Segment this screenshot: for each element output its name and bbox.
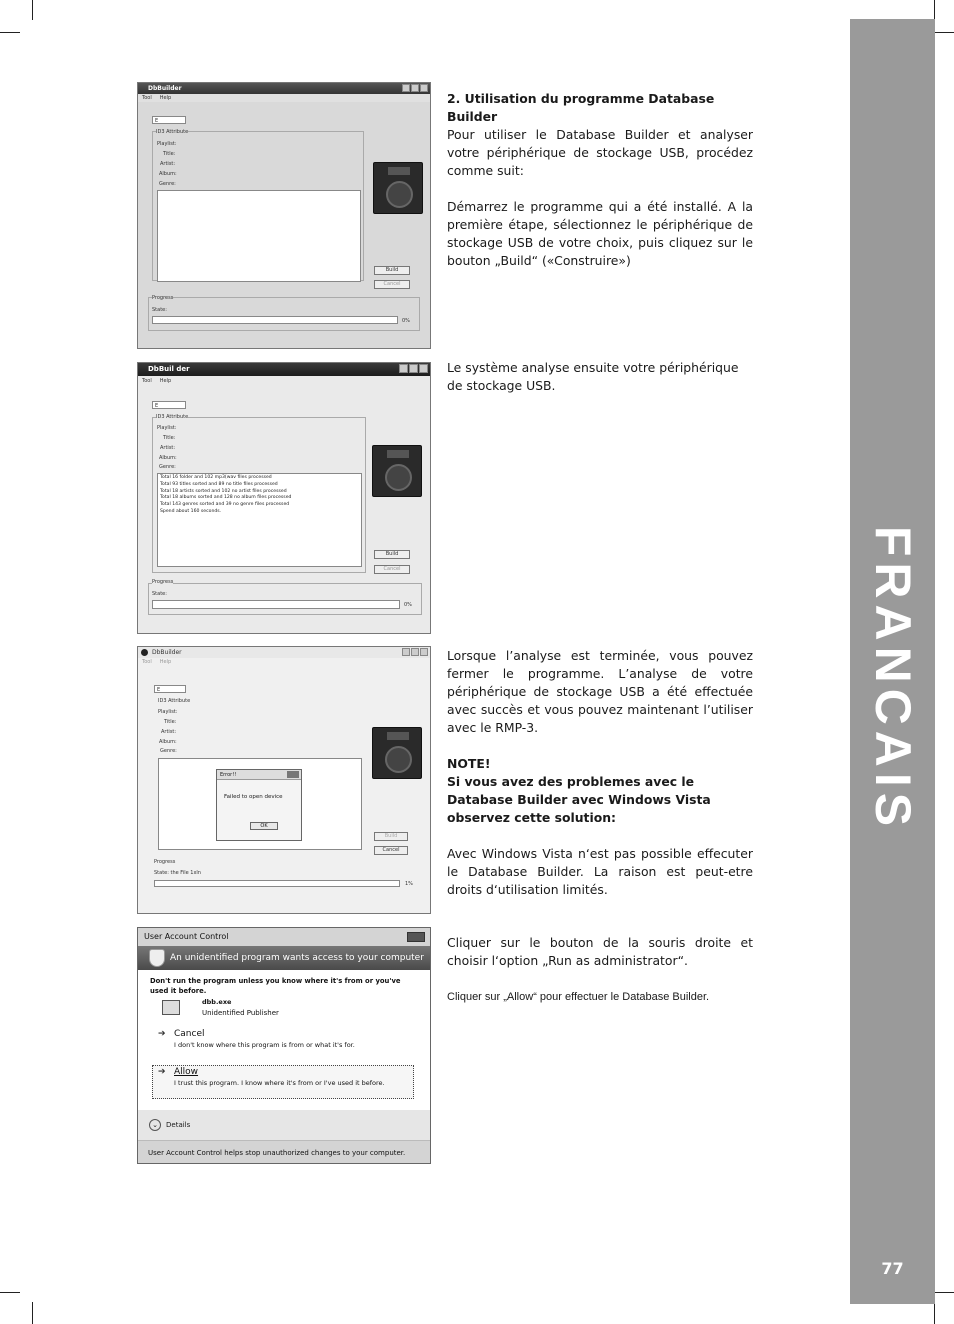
drive-value: E xyxy=(155,118,159,124)
analysis-paragraph: Le système analyse ensuite votre périphérique de stockage USB. xyxy=(447,360,739,393)
status-label: State: xyxy=(152,307,167,313)
maximize-icon xyxy=(411,84,419,92)
side-tab-title xyxy=(850,525,935,833)
crop-mark xyxy=(934,0,935,20)
uac-details xyxy=(138,1110,430,1140)
progress-percent: 1% xyxy=(405,881,413,887)
menu-help: Help xyxy=(159,378,172,384)
field-artist: Artist: xyxy=(160,445,176,451)
allow-instruction: Cliquer sur „Allow“ pour effectuer le Database Builder. xyxy=(447,991,710,1003)
program-name: dbb.exe xyxy=(202,998,232,1006)
status-label: State: xyxy=(152,591,167,597)
log-line: Total 18 albums sorted and 128 no album files processed xyxy=(160,495,292,501)
window-titlebar xyxy=(138,83,430,94)
menu-bar xyxy=(138,376,430,386)
build-button: Build xyxy=(374,832,408,841)
program-icon xyxy=(162,1000,180,1015)
status-label: State: the File 1xln xyxy=(154,870,201,876)
drive-value: E xyxy=(155,403,159,409)
field-album: Album: xyxy=(159,455,177,461)
player-display xyxy=(387,732,409,740)
player-image xyxy=(372,445,422,497)
note-paragraph: Avec Windows Vista n‘est pas possible effecuter le Database Builder. La raison est peut-etre droits d‘utilisation limités. xyxy=(447,846,753,897)
progress-percent: 0% xyxy=(404,602,412,608)
build-button: Build xyxy=(374,266,410,275)
spacer xyxy=(447,737,753,755)
close-icon xyxy=(419,364,428,373)
allow-option-label: Allow xyxy=(174,1067,199,1077)
section-usage-intro xyxy=(447,90,753,270)
section-run-as-admin xyxy=(447,934,753,1006)
minimize-icon xyxy=(399,364,408,373)
maximize-icon xyxy=(409,364,418,373)
uac-footer: User Account Control helps stop unauthorized changes to your computer. xyxy=(138,1140,430,1164)
program-publisher: Unidentified Publisher xyxy=(202,1009,279,1017)
cancel-button: Cancel xyxy=(374,280,410,289)
uac-titlebar xyxy=(138,928,430,946)
close-icon xyxy=(420,648,428,656)
drive-value: E xyxy=(157,687,161,693)
menu-tool: Tool xyxy=(142,378,152,384)
field-playlist: Playlist: xyxy=(157,425,177,431)
jog-wheel xyxy=(385,464,412,491)
window-titlebar xyxy=(138,647,430,658)
spacer xyxy=(447,970,753,988)
cancel-button: Cancel xyxy=(374,565,410,574)
progress-bar xyxy=(152,316,398,324)
shield-icon xyxy=(149,949,165,967)
uac-warning: Don't run the program unless you know where it's from or you've used it before. xyxy=(150,977,401,995)
note-bold-text: Si vous avez des problemes avec le Database Builder avec Windows Vista observez cette solution: xyxy=(447,774,711,825)
close-icon xyxy=(287,771,299,778)
progress-label: Progress xyxy=(154,859,176,865)
maximize-icon xyxy=(411,648,419,656)
field-genre: Genre: xyxy=(160,748,177,754)
player-image xyxy=(373,162,423,214)
window-title: DbBuilder xyxy=(148,85,182,92)
drive-select xyxy=(152,401,186,409)
field-title: Title: xyxy=(163,151,176,157)
field-playlist: Playlist: xyxy=(158,709,178,715)
crop-mark xyxy=(934,1302,935,1324)
menu-help: Help xyxy=(159,659,172,665)
field-title: Title: xyxy=(163,435,176,441)
chevron-down-icon: ⌄ xyxy=(149,1119,161,1131)
side-tab-label: FRANCAIS xyxy=(864,525,921,833)
group-label: ID3 Attribute xyxy=(156,414,189,420)
field-artist: Artist: xyxy=(161,729,177,735)
uac-screenshot xyxy=(137,927,431,1164)
menu-help: Help xyxy=(159,95,172,101)
log-area xyxy=(157,190,361,282)
intro-paragraph: Pour utiliser le Database Builder et analyser votre périphérique de stockage USB, procédez comme suit: xyxy=(447,127,753,178)
dbbuilder-screenshot-error xyxy=(137,646,431,914)
error-dialog xyxy=(216,769,302,841)
window-title: DbBuil der xyxy=(148,365,190,373)
drive-select xyxy=(152,116,186,124)
crop-mark xyxy=(934,32,954,33)
window-titlebar xyxy=(138,363,430,376)
app-icon xyxy=(141,649,148,656)
jog-wheel xyxy=(385,746,412,773)
log-line: Total 93 titles sorted and 89 no title files processed xyxy=(160,481,278,487)
menu-tool: Tool xyxy=(142,659,152,665)
field-genre: Genre: xyxy=(159,181,176,187)
arrow-right-icon: ➔ xyxy=(158,1067,166,1077)
log-line: Total 143 genres sorted and 39 no genre files processed xyxy=(160,502,290,508)
progress-bar xyxy=(154,880,400,887)
group-label: ID3 Attribute xyxy=(158,698,191,704)
log-line: Total 18 artists sorted and 102 no artist files processed xyxy=(160,488,287,494)
log-area xyxy=(157,473,362,567)
ok-button: OK xyxy=(250,822,278,830)
page-number: 77 xyxy=(881,1259,904,1278)
field-title: Title: xyxy=(164,719,177,725)
field-artist: Artist: xyxy=(160,161,176,167)
group-label: ID3 Attribute xyxy=(156,129,189,135)
window-controls xyxy=(402,648,428,656)
language-side-tab xyxy=(850,19,935,1304)
crop-mark xyxy=(0,32,20,33)
menu-tool: Tool xyxy=(142,95,152,101)
window-controls xyxy=(402,84,428,92)
menu-bar xyxy=(138,658,430,666)
build-button: Build xyxy=(374,550,410,559)
dbbuilder-screenshot-analysis xyxy=(137,362,431,634)
close-icon xyxy=(407,932,425,942)
cancel-option-label: Cancel xyxy=(174,1029,205,1039)
complete-paragraph: Lorsque l’analyse est terminée, vous pouvez fermer le programme. L’analyse de votre périphérique de stockage USB a été effectuée avec succès et vous pouvez maintenant l’utiliser avec le RMP-3. xyxy=(447,648,753,735)
field-album: Album: xyxy=(159,171,177,177)
section-analysis xyxy=(447,359,753,395)
player-display xyxy=(388,167,410,175)
progress-percent: 0% xyxy=(402,318,410,324)
progress-bar xyxy=(152,600,400,609)
spacer xyxy=(447,827,753,845)
drive-select xyxy=(154,685,186,693)
section-complete xyxy=(447,647,753,899)
error-dialog-title: Error!! xyxy=(220,772,237,778)
dbbuilder-screenshot-initial xyxy=(137,82,431,349)
minimize-icon xyxy=(402,648,410,656)
uac-banner-text: An unidentified program wants access to your computer xyxy=(170,953,424,963)
jog-wheel xyxy=(386,181,413,208)
cancel-button: Cancel xyxy=(374,846,408,855)
log-line: Total 16 folder and 102 mp3(wav files processed xyxy=(160,475,272,480)
arrow-right-icon: ➔ xyxy=(158,1029,166,1039)
error-dialog-titlebar xyxy=(217,770,301,780)
uac-banner xyxy=(138,946,430,970)
cancel-option-description: I don't know where this program is from or what it's for. xyxy=(174,1041,355,1049)
crop-mark xyxy=(0,1292,20,1293)
step-paragraph: Démarrez le programme qui a été installé. A la première étape, sélectionnez le périphérique de stockage USB de votre choix, puis cliquez sur le bouton „Build“ («Construire») xyxy=(447,199,753,268)
minimize-icon xyxy=(402,84,410,92)
uac-title: User Account Control xyxy=(144,932,229,941)
note-label: NOTE! xyxy=(447,756,491,771)
window-controls xyxy=(399,364,428,373)
progress-group xyxy=(148,297,420,331)
progress-label: Progress xyxy=(152,579,174,585)
crop-mark xyxy=(32,1302,33,1324)
field-album: Album: xyxy=(159,739,177,745)
details-label: Details xyxy=(166,1121,191,1129)
progress-group xyxy=(148,583,422,615)
player-display xyxy=(387,450,409,458)
menu-bar xyxy=(138,94,430,102)
crop-mark xyxy=(934,1292,954,1293)
error-message: Failed to open device xyxy=(224,794,283,800)
window-title: DbBuilder xyxy=(152,649,182,656)
section-heading: 2. Utilisation du programme Database Builder xyxy=(447,91,715,124)
log-line: Spend about 160 seconds. xyxy=(160,508,222,514)
uac-body xyxy=(138,970,430,1110)
progress-label: Progress xyxy=(152,295,174,301)
spacer xyxy=(447,180,753,198)
close-icon xyxy=(420,84,428,92)
field-genre: Genre: xyxy=(159,464,176,470)
crop-mark xyxy=(32,0,33,20)
player-image xyxy=(372,727,422,779)
run-as-admin-paragraph: Cliquer sur le bouton de la souris droite et choisir l‘option „Run as administrator“. xyxy=(447,935,753,968)
allow-option-description: I trust this program. I know where it's from or I've used it before. xyxy=(174,1079,385,1087)
field-playlist: Playlist: xyxy=(157,141,177,147)
